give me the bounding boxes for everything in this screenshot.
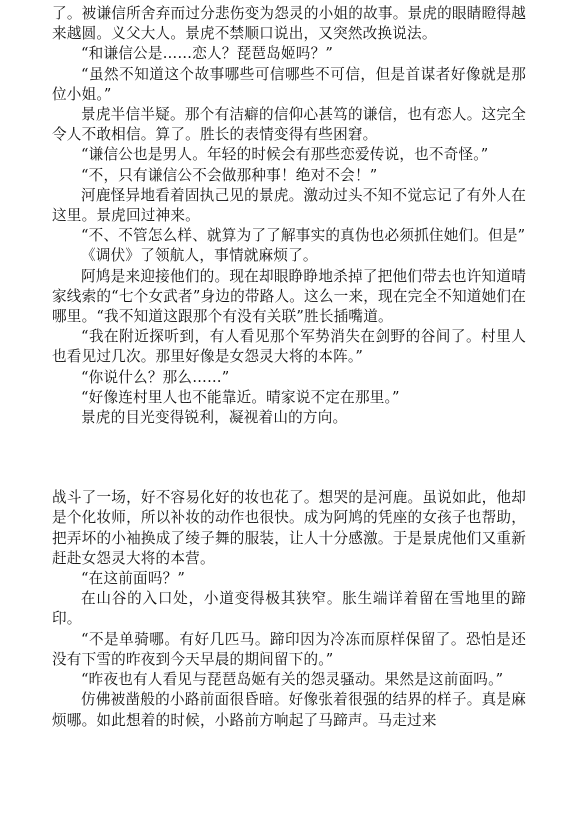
section-1 (52, 4, 526, 428)
paragraph: 河鹿怪异地看着固执己见的景虎。激动过头不知不觉忘记了有外人在这里。景虎回过神来。 (52, 186, 526, 225)
paragraph: “昨夜也有人看见与琵琶岛姬有关的怨灵骚动。果然是这前面吗。” (81, 671, 504, 689)
paragraph: 《调伏》了领航人，事情就麻烦了。 (81, 247, 318, 265)
paragraph: “谦信公也是男人。年轻的时候会有那些恋爱传说，也不奇怪。” (81, 146, 489, 164)
paragraph: “在这前面吗？” (81, 570, 186, 588)
section-2 (52, 488, 526, 730)
paragraph: “不是单骑哪。有好几匹马。蹄印因为冷冻而原样保留了。恐怕是还没有下雪的昨夜到今天早晨的期间留下的。” (52, 630, 526, 668)
paragraph: 景虎的目光变得锐利，凝视着山的方向。 (81, 409, 348, 427)
section-break (52, 428, 526, 488)
paragraph: “你说什么？那么……” (81, 368, 230, 386)
paragraph: “不、不管怎么样、就算为了了解事实的真伪也必须抓住她们。但是” (81, 227, 526, 245)
paragraph: “和谦信公是……恋人？琵琶岛姬吗？” (81, 45, 334, 63)
paragraph: “好像连村里人也不能靠近。晴家说不定在那里。” (81, 388, 400, 406)
paragraph: 在山谷的入口处，小道变得极其狭窄。胀生端详着留在雪地里的蹄印。 (52, 590, 526, 628)
paragraph: 仿佛被凿般的小路前面很昏暗。好像张着很强的结界的样子。真是麻烦哪。如此想着的时候，小路前方响起了马蹄声。马走过来 (52, 691, 526, 729)
paragraph: 阿鸠是来迎接他们的。现在却眼睁睁地杀掉了把他们带去也许知道晴家线索的“七个女武者”身边的带路人。这么一来，现在完全不知道她们在哪里。“我不知道这跟那个有没有关联”胜长插嘴道。 (52, 267, 526, 326)
paragraph: “不，只有谦信公不会做那种事！绝对不会！” (81, 166, 378, 184)
document-page (52, 4, 526, 731)
paragraph: “虽然不知道这个故事哪些可信哪些不可信，但是首谋者好像就是那位小姐。” (52, 65, 526, 103)
paragraph: 景虎半信半疑。那个有洁癖的信仰心甚笃的谦信，也有恋人。这完全令人不敢相信。算了。胜长的表情变得有些困窘。 (52, 106, 526, 144)
paragraph: 战斗了一场，好不容易化好的妆也花了。想哭的是河鹿。虽说如此，他却是个化妆师，所以补妆的动作也很快。成为阿鸠的凭座的女孩子也帮助，把弄坏的小袖换成了绫子舞的服装，让人十分感激。于是景虎他们又重新赶赴女怨灵大将的本营。 (52, 489, 526, 567)
paragraph: “我在附近探听到，有人看见那个军势消失在剑野的谷间了。村里人也看见过几次。那里好像是女怨灵大将的本阵。” (52, 328, 526, 366)
paragraph: 了。被谦信所舍弃而过分悲伤变为怨灵的小姐的故事。景虎的眼睛瞪得越来越圆。义父大人。景虎不禁顺口说出，又突然改换说法。 (52, 5, 526, 43)
